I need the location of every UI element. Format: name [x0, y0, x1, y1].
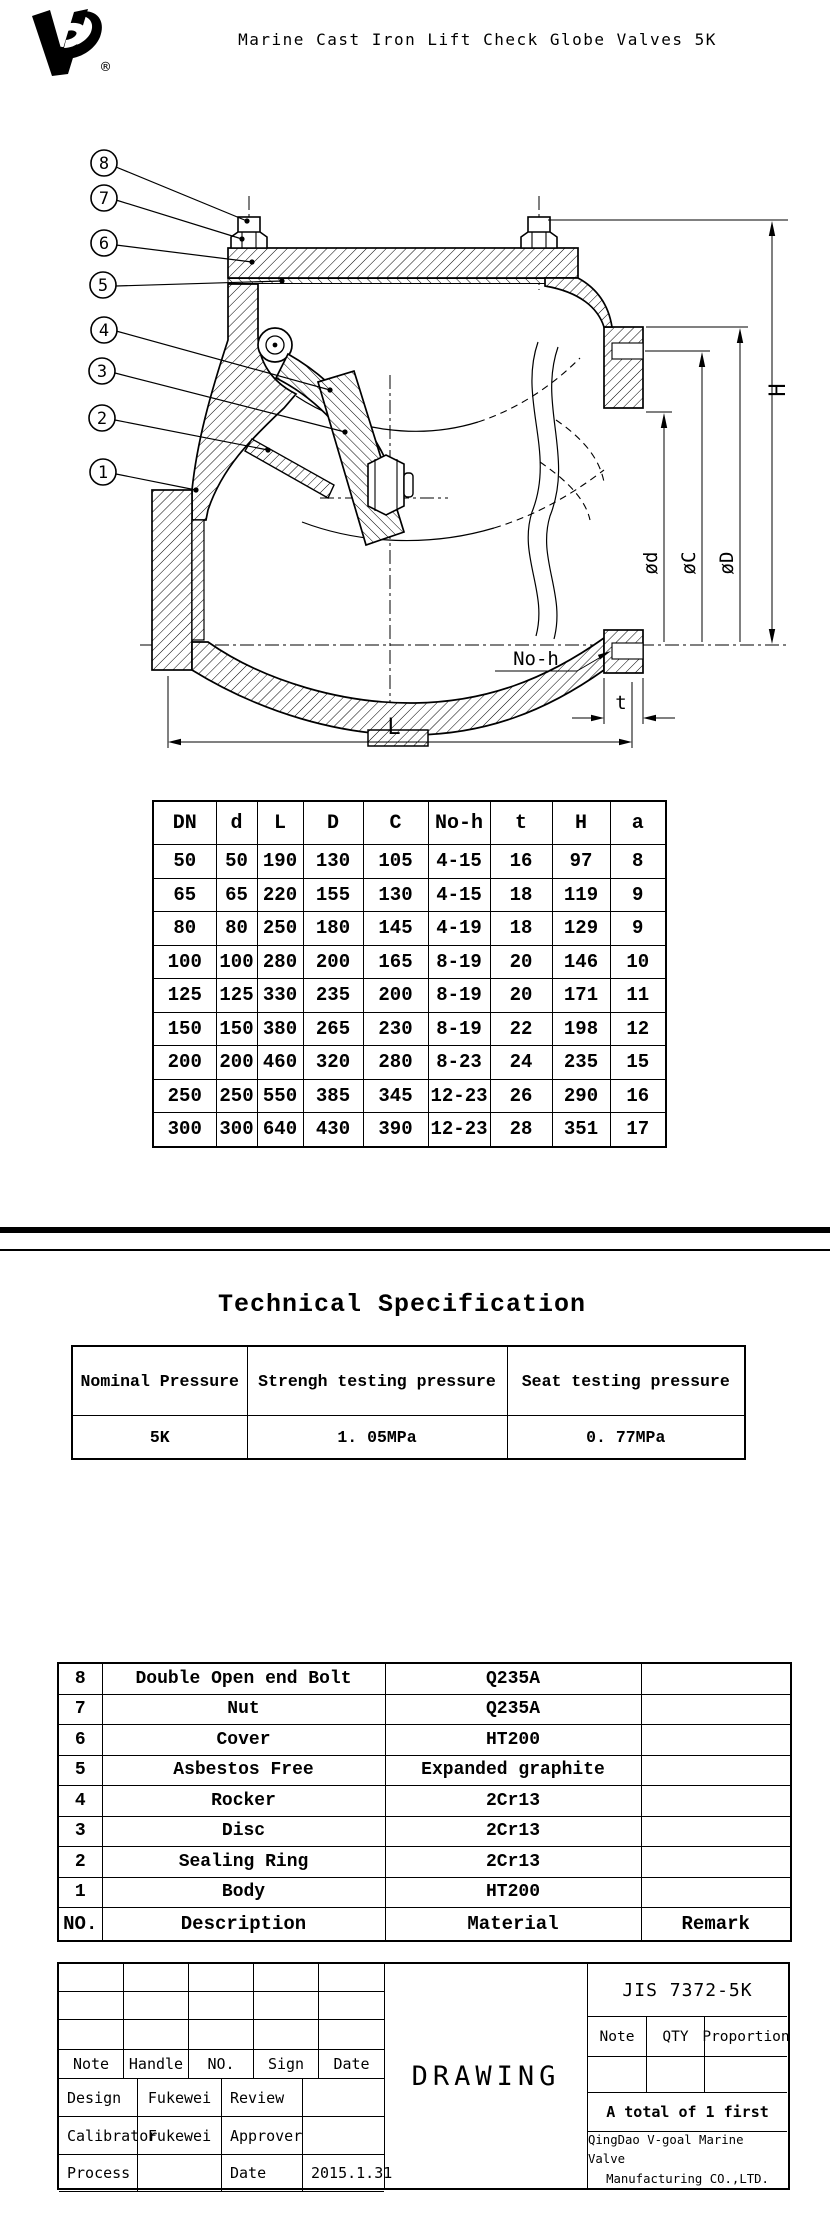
dim-cell: 250 — [257, 912, 303, 946]
dim-cell: 320 — [303, 1046, 363, 1080]
dim-cell: 200 — [303, 945, 363, 979]
parts-list-table — [57, 1662, 792, 1942]
dim-label-H: H — [766, 383, 791, 397]
part-description: Nut — [102, 1694, 385, 1725]
dimension-row — [153, 945, 666, 979]
titleblock-header-no: NO. — [189, 2050, 254, 2079]
titleblock-cell-empty — [59, 1992, 124, 2020]
dim-cell: 385 — [303, 1079, 363, 1113]
dim-cell: 300 — [216, 1113, 257, 1147]
dim-cell: 155 — [303, 878, 363, 912]
separator-thick — [0, 1227, 830, 1233]
col-header: Nominal Pressure — [72, 1346, 247, 1416]
dim-cell: 250 — [216, 1079, 257, 1113]
dimension-row — [153, 845, 666, 879]
dim-cell: 12 — [610, 1012, 666, 1046]
dim-cell: 351 — [552, 1113, 610, 1147]
dim-cell: 8-19 — [428, 979, 490, 1013]
dim-cell: 22 — [490, 1012, 552, 1046]
part-description: Disc — [102, 1816, 385, 1847]
dimension-table-header — [153, 801, 666, 845]
part-material: Q235A — [385, 1663, 641, 1694]
dim-cell: 220 — [257, 878, 303, 912]
dim-cell: 171 — [552, 979, 610, 1013]
dim-cell: 4-15 — [428, 845, 490, 879]
dim-cell: 146 — [552, 945, 610, 979]
dimension-row — [153, 878, 666, 912]
dim-cell: 198 — [552, 1012, 610, 1046]
spec-value: 1. 05MPa — [247, 1416, 507, 1460]
col-header: a — [610, 801, 666, 845]
part-description: Cover — [102, 1725, 385, 1756]
dim-cell: 130 — [363, 878, 428, 912]
part-number: 1 — [58, 1877, 102, 1908]
titleblock-cell-empty — [705, 2057, 787, 2092]
titleblock-cell-empty — [254, 1992, 319, 2020]
dim-cell: 100 — [153, 945, 216, 979]
col-header: C — [363, 801, 428, 845]
dim-cell: 190 — [257, 845, 303, 879]
company-line2: Manufacturing CO.,LTD. — [606, 2171, 769, 2186]
titleblock-header-note: Note — [59, 2050, 124, 2079]
dim-cell: 460 — [257, 1046, 303, 1080]
titleblock-role-label: Design — [59, 2079, 138, 2117]
part-remark — [641, 1877, 791, 1908]
part-material: Q235A — [385, 1694, 641, 1725]
titleblock-value — [303, 2117, 384, 2155]
dim-cell: 430 — [303, 1113, 363, 1147]
part-description: Asbestos Free — [102, 1755, 385, 1786]
parts-table-footer — [58, 1908, 791, 1942]
parts-row — [58, 1847, 791, 1878]
part-material: HT200 — [385, 1877, 641, 1908]
dim-cell: 8 — [610, 845, 666, 879]
titleblock-person — [138, 2155, 222, 2192]
dim-cell: 129 — [552, 912, 610, 946]
dim-cell: 300 — [153, 1113, 216, 1147]
part-remark — [641, 1694, 791, 1725]
dim-cell: 130 — [303, 845, 363, 879]
dim-cell: 150 — [216, 1012, 257, 1046]
dim-cell: 550 — [257, 1079, 303, 1113]
dim-cell: 150 — [153, 1012, 216, 1046]
dim-cell: 50 — [216, 845, 257, 879]
valve-section-drawing — [0, 90, 830, 762]
titleblock-cell-empty — [59, 2020, 124, 2050]
dim-cell: 250 — [153, 1079, 216, 1113]
tech-spec-value-row — [72, 1416, 745, 1460]
dim-cell: 125 — [153, 979, 216, 1013]
titleblock-cell-empty — [189, 1964, 254, 1992]
titleblock-cell-empty — [124, 1964, 189, 1992]
tech-spec-table — [71, 1345, 746, 1460]
titleblock-cell-empty — [59, 1964, 124, 1992]
titleblock-cell-empty — [319, 2020, 384, 2050]
titleblock-cell-empty — [588, 2057, 647, 2092]
part-remark — [641, 1663, 791, 1694]
titleblock-role-label: Review — [222, 2079, 303, 2117]
col-header: Strengh testing pressure — [247, 1346, 507, 1416]
standard-number: JIS 7372-5K — [588, 1964, 787, 2017]
col-header: t — [490, 801, 552, 845]
dim-cell: 180 — [303, 912, 363, 946]
dimension-row — [153, 1113, 666, 1147]
svg-text:8: 8 — [98, 154, 110, 174]
titleblock-role-label: Date — [222, 2155, 303, 2192]
titleblock-cell-empty — [319, 1964, 384, 1992]
col-header: Description — [102, 1908, 385, 1942]
dimension-row — [153, 1046, 666, 1080]
dim-cell: 125 — [216, 979, 257, 1013]
dim-cell: 345 — [363, 1079, 428, 1113]
parts-row — [58, 1663, 791, 1694]
dim-cell: 80 — [216, 912, 257, 946]
vgoal-logo — [26, 6, 106, 82]
dim-cell: 4-19 — [428, 912, 490, 946]
part-material: HT200 — [385, 1725, 641, 1756]
svg-text:1: 1 — [97, 463, 109, 483]
company-line1: QingDao V-goal Marine Valve — [588, 2133, 744, 2167]
callout-4 — [91, 317, 333, 393]
part-material: Expanded graphite — [385, 1755, 641, 1786]
parts-row — [58, 1694, 791, 1725]
titleblock-header-note2: Note — [588, 2017, 647, 2056]
dim-cell: 145 — [363, 912, 428, 946]
titleblock-value — [303, 2079, 384, 2117]
parts-row — [58, 1755, 791, 1786]
col-header: DN — [153, 801, 216, 845]
dim-label-oD: øD — [716, 551, 738, 575]
page-title: Marine Cast Iron Lift Check Globe Valves 5K — [238, 30, 717, 49]
dim-cell: 8-23 — [428, 1046, 490, 1080]
col-header: NO. — [58, 1908, 102, 1942]
dim-cell: 235 — [303, 979, 363, 1013]
part-remark — [641, 1755, 791, 1786]
part-number: 8 — [58, 1663, 102, 1694]
dim-cell: 26 — [490, 1079, 552, 1113]
part-number: 5 — [58, 1755, 102, 1786]
dim-label-t: t — [615, 692, 627, 714]
dimension-annotations — [168, 220, 791, 748]
dim-cell: 9 — [610, 878, 666, 912]
col-header: D — [303, 801, 363, 845]
part-number: 3 — [58, 1816, 102, 1847]
titleblock-cell-empty — [319, 1992, 384, 2020]
col-header: H — [552, 801, 610, 845]
parts-row — [58, 1786, 791, 1817]
dim-cell: 8-19 — [428, 1012, 490, 1046]
bolt-right — [521, 217, 557, 248]
separator-thin — [0, 1249, 830, 1251]
titleblock-cell-empty — [254, 2020, 319, 2050]
dim-cell: 235 — [552, 1046, 610, 1080]
titleblock-role-label: Approver — [222, 2117, 303, 2155]
dim-label-oC: øC — [678, 551, 700, 575]
titleblock-header-qty: QTY — [647, 2017, 705, 2056]
dim-cell: 100 — [216, 945, 257, 979]
dimension-row — [153, 979, 666, 1013]
col-header: No-h — [428, 801, 490, 845]
title-block-right — [588, 1964, 790, 2188]
titleblock-cell-empty — [647, 2057, 705, 2092]
dim-cell: 200 — [153, 1046, 216, 1080]
dim-cell: 280 — [363, 1046, 428, 1080]
dimension-row — [153, 912, 666, 946]
dim-cell: 10 — [610, 945, 666, 979]
title-block-center — [384, 1964, 588, 2188]
dim-cell: 12-23 — [428, 1113, 490, 1147]
titleblock-cell-empty — [124, 1992, 189, 2020]
titleblock-cell-empty — [124, 2020, 189, 2050]
titleblock-cell-empty — [189, 2020, 254, 2050]
dim-cell: 165 — [363, 945, 428, 979]
dim-label-L: L — [387, 715, 401, 740]
callout-7 — [91, 185, 245, 242]
part-material: 2Cr13 — [385, 1816, 641, 1847]
dim-cell: 80 — [153, 912, 216, 946]
col-header: Remark — [641, 1908, 791, 1942]
titleblock-role-label: Calibrator — [59, 2117, 138, 2155]
col-header: L — [257, 801, 303, 845]
part-remark — [641, 1816, 791, 1847]
dim-cell: 119 — [552, 878, 610, 912]
titleblock-value: 2015.1.31 — [303, 2155, 384, 2192]
dim-cell: 4-15 — [428, 878, 490, 912]
svg-text:2: 2 — [96, 409, 108, 429]
svg-text:6: 6 — [98, 234, 110, 254]
dim-cell: 65 — [153, 878, 216, 912]
col-header: Material — [385, 1908, 641, 1942]
part-description: Sealing Ring — [102, 1847, 385, 1878]
dim-cell: 20 — [490, 945, 552, 979]
dim-cell: 265 — [303, 1012, 363, 1046]
svg-text:7: 7 — [98, 189, 110, 209]
dim-cell: 24 — [490, 1046, 552, 1080]
dim-cell: 330 — [257, 979, 303, 1013]
part-number: 4 — [58, 1786, 102, 1817]
dim-cell: 16 — [490, 845, 552, 879]
dim-cell: 200 — [216, 1046, 257, 1080]
titleblock-header-proportion: Proportion — [702, 2028, 790, 2045]
dim-cell: 50 — [153, 845, 216, 879]
titleblock-person: Fukewei — [138, 2079, 222, 2117]
spec-value: 5K — [72, 1416, 247, 1460]
title-block-left — [59, 1964, 393, 2188]
titleblock-cell-empty — [189, 1992, 254, 2020]
parts-row — [58, 1725, 791, 1756]
dim-cell: 200 — [363, 979, 428, 1013]
tech-spec-heading: Technical Specification — [217, 1290, 587, 1319]
part-material: 2Cr13 — [385, 1847, 641, 1878]
part-number: 6 — [58, 1725, 102, 1756]
svg-text:4: 4 — [98, 321, 110, 341]
dim-cell: 290 — [552, 1079, 610, 1113]
part-remark — [641, 1786, 791, 1817]
titleblock-header-sign: Sign — [254, 2050, 319, 2079]
callout-1 — [90, 459, 199, 493]
dimension-row — [153, 1012, 666, 1046]
dimension-table — [152, 800, 667, 1148]
part-description: Double Open end Bolt — [102, 1663, 385, 1694]
titleblock-header-date: Date — [319, 2050, 384, 2079]
dim-cell: 380 — [257, 1012, 303, 1046]
part-remark — [641, 1847, 791, 1878]
dim-cell: 28 — [490, 1113, 552, 1147]
titleblock-cell-empty — [254, 1964, 319, 1992]
dim-cell: 12-23 — [428, 1079, 490, 1113]
part-description: Rocker — [102, 1786, 385, 1817]
part-remark — [641, 1725, 791, 1756]
dim-cell: 65 — [216, 878, 257, 912]
company-name — [588, 2132, 787, 2188]
dim-cell: 15 — [610, 1046, 666, 1080]
dim-cell: 18 — [490, 912, 552, 946]
dim-cell: 11 — [610, 979, 666, 1013]
col-header: Seat testing pressure — [507, 1346, 745, 1416]
dim-cell: 8-19 — [428, 945, 490, 979]
dimension-row — [153, 1079, 666, 1113]
part-number: 7 — [58, 1694, 102, 1725]
dim-cell: 97 — [552, 845, 610, 879]
dim-cell: 640 — [257, 1113, 303, 1147]
valve-body-geometry — [152, 217, 643, 746]
spec-value: 0. 77MPa — [507, 1416, 745, 1460]
dim-cell: 17 — [610, 1113, 666, 1147]
dim-cell: 280 — [257, 945, 303, 979]
svg-text:5: 5 — [97, 276, 109, 296]
dim-cell: 390 — [363, 1113, 428, 1147]
col-header: d — [216, 801, 257, 845]
dim-cell: 16 — [610, 1079, 666, 1113]
titleblock-role-label: Process — [59, 2155, 138, 2192]
svg-text:3: 3 — [96, 362, 108, 382]
dim-cell: 20 — [490, 979, 552, 1013]
part-description: Body — [102, 1877, 385, 1908]
parts-row — [58, 1816, 791, 1847]
dim-cell: 105 — [363, 845, 428, 879]
titleblock-header-handle: Handle — [124, 2050, 189, 2079]
part-material: 2Cr13 — [385, 1786, 641, 1817]
disc-nut — [368, 455, 413, 515]
titleblock-person: Fukewei — [138, 2117, 222, 2155]
dim-cell: 230 — [363, 1012, 428, 1046]
dim-cell: 18 — [490, 878, 552, 912]
drawing-label: DRAWING — [411, 2060, 561, 2092]
dim-label-od: ød — [640, 551, 662, 575]
part-number: 2 — [58, 1847, 102, 1878]
callout-8 — [91, 150, 250, 224]
dim-cell: 9 — [610, 912, 666, 946]
registered-trademark-icon: ® — [101, 58, 111, 76]
title-block — [57, 1962, 790, 2190]
dim-label-no-h: No-h — [513, 648, 559, 670]
tech-spec-header-row — [72, 1346, 745, 1416]
sheet-total: A total of 1 first — [588, 2093, 787, 2132]
parts-row — [58, 1877, 791, 1908]
